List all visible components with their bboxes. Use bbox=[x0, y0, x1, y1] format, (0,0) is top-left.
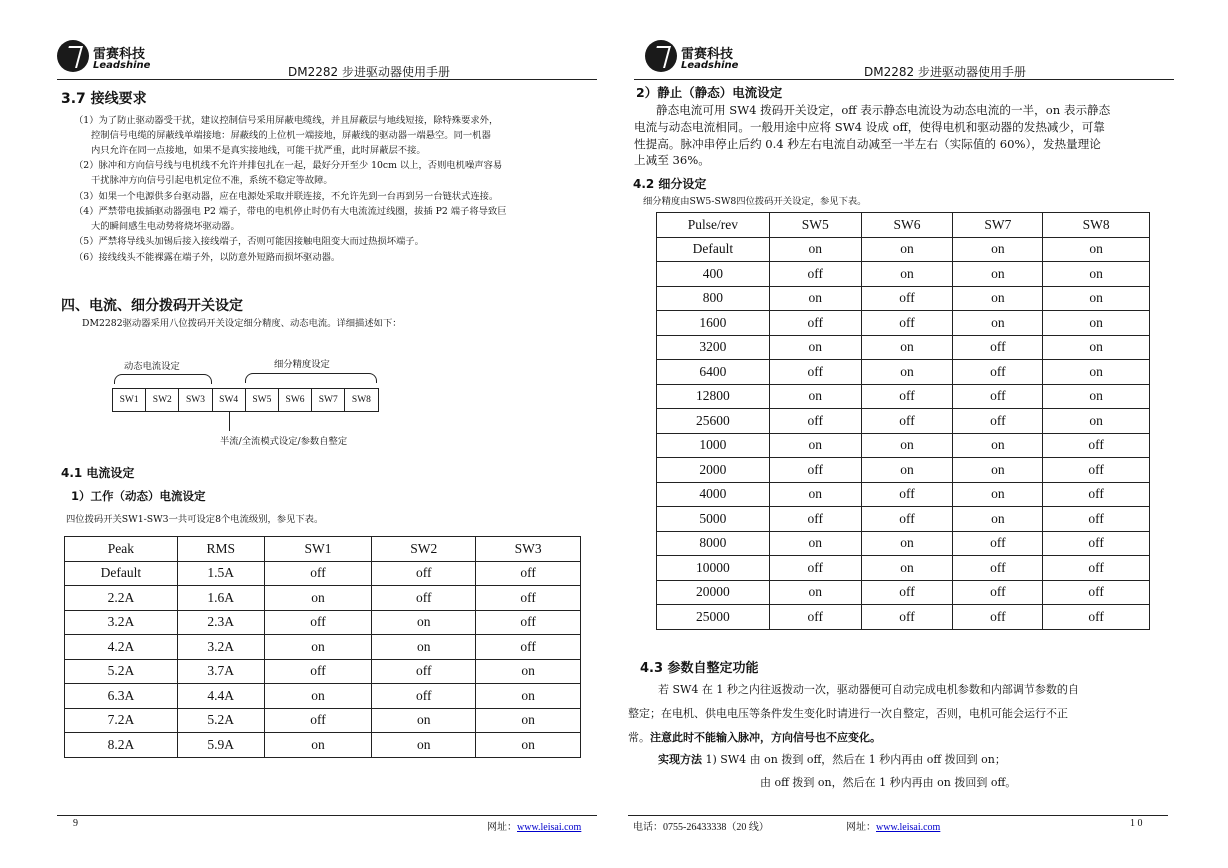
table-cell: on bbox=[1043, 237, 1150, 262]
table-cell: off bbox=[264, 708, 372, 733]
table-cell: on bbox=[372, 708, 476, 733]
table-cell: off bbox=[476, 561, 581, 586]
table-cell: on bbox=[1043, 409, 1150, 434]
method-label: 实现方法 bbox=[658, 753, 702, 766]
table-cell: on bbox=[372, 635, 476, 660]
wiring-item: （2）脉冲和方向信号线与电机线不允许并排包扎在一起，最好分开至少 10cm 以上，否则电机噪声容易 bbox=[74, 160, 503, 171]
table-cell: off bbox=[769, 458, 861, 483]
method-step-1-text: 1) SW4 由 on 拨到 off，然后在 1 秒内再由 off 拨回到 on； bbox=[702, 753, 1006, 766]
table-header-cell: Peak bbox=[65, 537, 178, 562]
page-number: 1 0 bbox=[1130, 818, 1143, 829]
dip-switch-label: SW6 bbox=[279, 389, 312, 411]
header-rule bbox=[634, 79, 1174, 80]
table-cell: on bbox=[769, 237, 861, 262]
page-number: 9 bbox=[73, 818, 78, 829]
table-row bbox=[657, 507, 1150, 532]
table-row bbox=[657, 605, 1150, 630]
table-cell: 12800 bbox=[657, 384, 770, 409]
footer-website bbox=[487, 818, 581, 833]
table-cell: on bbox=[264, 684, 372, 709]
table-cell: on bbox=[769, 433, 861, 458]
logo-cn-text: 雷赛科技 bbox=[93, 47, 146, 62]
header-rule bbox=[57, 79, 597, 80]
table-cell: off bbox=[769, 556, 861, 581]
table-cell: off bbox=[953, 556, 1043, 581]
table-cell: 800 bbox=[657, 286, 770, 311]
table-cell: on bbox=[953, 311, 1043, 336]
section-3-7-title: 3.7 接线要求 bbox=[61, 91, 147, 107]
table-cell: off bbox=[769, 262, 861, 287]
static-current-title: 2）静止（静态）电流设定 bbox=[636, 85, 783, 100]
table-header-cell: SW8 bbox=[1043, 213, 1150, 238]
table-header-cell: SW1 bbox=[264, 537, 372, 562]
microstep-table-body bbox=[657, 213, 1150, 630]
table-row bbox=[657, 531, 1150, 556]
table-cell: off bbox=[953, 384, 1043, 409]
table-header-cell: SW5 bbox=[769, 213, 861, 238]
table-cell: off bbox=[1043, 507, 1150, 532]
table-cell: on bbox=[476, 708, 581, 733]
table-cell: 3.2A bbox=[65, 610, 178, 635]
table-cell: off bbox=[372, 561, 476, 586]
table-cell: on bbox=[861, 262, 953, 287]
table-cell: off bbox=[861, 507, 953, 532]
table-cell: 4.4A bbox=[177, 684, 264, 709]
table-cell: off bbox=[861, 409, 953, 434]
table-row bbox=[657, 556, 1150, 581]
static-current-text: 静态电流可用 SW4 拨码开关设定，off 表示静态电流设为动态电流的一半，on 表示静态 bbox=[656, 103, 1111, 117]
table-cell: on bbox=[1043, 286, 1150, 311]
wiring-item: 控制信号电缆的屏蔽线单端接地：屏蔽线的上位机一端接地，屏蔽线的驱动器一端悬空。同一机器 bbox=[91, 130, 491, 141]
table-cell: on bbox=[953, 433, 1043, 458]
table-cell: 7.2A bbox=[65, 708, 178, 733]
table-cell: on bbox=[861, 433, 953, 458]
table-cell: on bbox=[861, 237, 953, 262]
website-label: 网址： bbox=[487, 822, 517, 833]
table-cell: off bbox=[953, 409, 1043, 434]
table-cell: off bbox=[1043, 482, 1150, 507]
label-sw4-mode: 半流/全流模式设定/参数自整定 bbox=[220, 436, 348, 447]
wiring-item: （1）为了防止驱动器受干扰，建议控制信号采用屏蔽电缆线，并且屏蔽层与地线短接，除特殊要求外， bbox=[74, 115, 499, 126]
table-cell: 4000 bbox=[657, 482, 770, 507]
table-cell: on bbox=[264, 586, 372, 611]
table-cell: 25000 bbox=[657, 605, 770, 630]
table-row bbox=[65, 733, 581, 758]
section-4-intro: DM2282驱动器采用八位拨码开关设定细分精度、动态电流。详细描述如下： bbox=[82, 318, 402, 329]
table-header-row bbox=[65, 537, 581, 562]
table-cell: 5.2A bbox=[65, 659, 178, 684]
leadshine-logo bbox=[57, 40, 151, 76]
header-title: DM2282 步进驱动器使用手册 bbox=[864, 65, 1026, 79]
table-row bbox=[657, 335, 1150, 360]
table-cell: 2.2A bbox=[65, 586, 178, 611]
table-cell: on bbox=[264, 733, 372, 758]
static-current-text: 上减至 36%。 bbox=[634, 153, 710, 167]
table-row bbox=[657, 262, 1150, 287]
autotune-text: 若 SW4 在 1 秒之内往返拨动一次，驱动器便可自动完成电机参数和内部调节参数的自 bbox=[658, 683, 1079, 696]
table-cell: off bbox=[861, 311, 953, 336]
table-cell: on bbox=[476, 733, 581, 758]
table-cell: off bbox=[861, 286, 953, 311]
table-cell: off bbox=[1043, 556, 1150, 581]
table-row bbox=[65, 561, 581, 586]
section-4-1-title: 4.1 电流设定 bbox=[61, 466, 135, 480]
table-cell: 1.5A bbox=[177, 561, 264, 586]
logo-en-text: Leadshine bbox=[681, 60, 739, 71]
website-link[interactable]: www.leisai.com bbox=[876, 822, 941, 833]
table-row bbox=[657, 482, 1150, 507]
brace-microstep bbox=[245, 373, 377, 383]
brace-current bbox=[114, 374, 212, 384]
table-cell: 8000 bbox=[657, 531, 770, 556]
website-label: 网址： bbox=[846, 822, 876, 833]
table-cell: 1000 bbox=[657, 433, 770, 458]
table-row bbox=[657, 286, 1150, 311]
table-row bbox=[65, 586, 581, 611]
table-row bbox=[65, 610, 581, 635]
table-cell: off bbox=[1043, 605, 1150, 630]
dip-switch-label: SW1 bbox=[113, 389, 146, 411]
table-cell: off bbox=[264, 659, 372, 684]
table-header-cell: SW3 bbox=[476, 537, 581, 562]
footer-website bbox=[846, 818, 940, 833]
autotune-text bbox=[628, 727, 881, 749]
table-cell: 1600 bbox=[657, 311, 770, 336]
table-cell: 20000 bbox=[657, 580, 770, 605]
table-cell: 6.3A bbox=[65, 684, 178, 709]
dip-switch-label: SW4 bbox=[213, 389, 246, 411]
footer-rule bbox=[57, 815, 597, 816]
table-cell: on bbox=[1043, 360, 1150, 385]
wiring-item: （3）如果一个电源供多台驱动器，应在电源处采取并联连接，不允许先到一台再到另一台链状式连接。 bbox=[74, 191, 499, 202]
logo-en-text: Leadshine bbox=[93, 60, 151, 71]
table-row bbox=[65, 659, 581, 684]
current-table-body bbox=[65, 537, 581, 758]
table-cell: off bbox=[264, 610, 372, 635]
method-step-2: 由 off 拨到 on，然后在 1 秒内再由 on 拨回到 off。 bbox=[760, 776, 1017, 789]
table-cell: on bbox=[769, 482, 861, 507]
table-row bbox=[657, 311, 1150, 336]
section-4-title: 四、电流、细分拨码开关设定 bbox=[61, 298, 243, 314]
header-title: DM2282 步进驱动器使用手册 bbox=[288, 65, 450, 79]
table-cell: on bbox=[953, 458, 1043, 483]
table-cell: on bbox=[861, 458, 953, 483]
table-cell: off bbox=[1043, 458, 1150, 483]
table-header-cell: Pulse/rev bbox=[657, 213, 770, 238]
table-row bbox=[657, 409, 1150, 434]
table-cell: 3200 bbox=[657, 335, 770, 360]
dip-switch-label: SW5 bbox=[246, 389, 279, 411]
table-cell: on bbox=[861, 360, 953, 385]
table-cell: Default bbox=[65, 561, 178, 586]
label-dynamic-current: 动态电流设定 bbox=[124, 361, 180, 372]
table-cell: Default bbox=[657, 237, 770, 262]
logo-cn-text: 雷赛科技 bbox=[681, 47, 734, 62]
table-cell: off bbox=[1043, 580, 1150, 605]
table-row bbox=[65, 708, 581, 733]
table-row bbox=[657, 237, 1150, 262]
section-4-1-note: 四位拨码开关SW1-SW3一共可设定8个电流级别，参见下表。 bbox=[66, 514, 324, 525]
wiring-item: （5）严禁将导线头加锡后接入接线端子，否则可能因接触电阻变大而过热损坏端子。 bbox=[74, 236, 424, 247]
table-cell: on bbox=[769, 335, 861, 360]
table-row bbox=[657, 458, 1150, 483]
table-header-cell: SW6 bbox=[861, 213, 953, 238]
section-4-2-title: 4.2 细分设定 bbox=[633, 177, 707, 191]
table-cell: off bbox=[861, 482, 953, 507]
table-cell: off bbox=[372, 586, 476, 611]
table-cell: 4.2A bbox=[65, 635, 178, 660]
current-setting-table bbox=[64, 536, 581, 758]
table-cell: 10000 bbox=[657, 556, 770, 581]
table-cell: on bbox=[861, 335, 953, 360]
autotune-warning: 注意此时不能输入脉冲，方向信号也不应变化。 bbox=[650, 731, 881, 744]
table-row bbox=[657, 433, 1150, 458]
footer-rule bbox=[628, 815, 1168, 816]
table-cell: on bbox=[264, 635, 372, 660]
autotune-text: 整定；在电机、供电电压等条件发生变化时请进行一次自整定，否则，电机可能会运行不正 bbox=[628, 707, 1068, 720]
right-page bbox=[614, 0, 1228, 868]
table-cell: on bbox=[953, 286, 1043, 311]
table-cell: on bbox=[476, 659, 581, 684]
wiring-item: 干扰脉冲方向信号引起电机定位不准，系统不稳定等故障。 bbox=[91, 175, 333, 186]
table-cell: off bbox=[861, 580, 953, 605]
table-cell: on bbox=[861, 556, 953, 581]
leadshine-logo bbox=[645, 40, 739, 76]
table-cell: on bbox=[769, 531, 861, 556]
table-cell: off bbox=[769, 507, 861, 532]
table-cell: off bbox=[476, 635, 581, 660]
table-cell: off bbox=[953, 580, 1043, 605]
label-microstep: 细分精度设定 bbox=[274, 359, 330, 370]
table-cell: on bbox=[1043, 384, 1150, 409]
table-cell: on bbox=[769, 384, 861, 409]
table-cell: 1.6A bbox=[177, 586, 264, 611]
table-cell: off bbox=[1043, 531, 1150, 556]
table-cell: 400 bbox=[657, 262, 770, 287]
table-cell: 5.9A bbox=[177, 733, 264, 758]
table-cell: off bbox=[769, 605, 861, 630]
table-cell: off bbox=[769, 311, 861, 336]
table-cell: off bbox=[953, 605, 1043, 630]
table-cell: 3.7A bbox=[177, 659, 264, 684]
section-4-2-note: 细分精度由SW5-SW8四位拨码开关设定，参见下表。 bbox=[643, 196, 867, 207]
static-current-text: 性提高。脉冲串停止后约 0.4 秒左右电流自动减至一半左右（实际值的 60%），发热量理论 bbox=[634, 137, 1101, 151]
table-cell: 6400 bbox=[657, 360, 770, 385]
table-header-cell: SW2 bbox=[372, 537, 476, 562]
table-cell: on bbox=[953, 237, 1043, 262]
static-current-text: 电流与动态电流相同。一般用途中应将 SW4 设成 off，使得电机和驱动器的发热减少，可靠 bbox=[634, 120, 1105, 134]
dip-switch-label: SW2 bbox=[146, 389, 179, 411]
wiring-item: （6）接线线头不能裸露在端子外，以防意外短路而损坏驱动器。 bbox=[74, 252, 341, 263]
logo-mark-icon bbox=[57, 40, 89, 72]
table-cell: on bbox=[1043, 311, 1150, 336]
table-cell: 5.2A bbox=[177, 708, 264, 733]
table-cell: 3.2A bbox=[177, 635, 264, 660]
table-cell: off bbox=[1043, 433, 1150, 458]
table-cell: off bbox=[476, 610, 581, 635]
section-4-3-title: 4.3 参数自整定功能 bbox=[640, 661, 759, 676]
table-row bbox=[657, 384, 1150, 409]
table-cell: on bbox=[1043, 262, 1150, 287]
table-cell: off bbox=[372, 659, 476, 684]
table-row bbox=[65, 684, 581, 709]
table-header-cell: SW7 bbox=[953, 213, 1043, 238]
table-cell: on bbox=[769, 286, 861, 311]
table-cell: off bbox=[953, 531, 1043, 556]
table-cell: off bbox=[476, 586, 581, 611]
table-cell: on bbox=[1043, 335, 1150, 360]
dip-switch-block bbox=[112, 388, 379, 412]
table-cell: off bbox=[861, 605, 953, 630]
method-step-1 bbox=[658, 749, 1006, 771]
table-cell: 2.3A bbox=[177, 610, 264, 635]
wiring-item: 大的瞬间感生电动势将烧坏驱动器。 bbox=[91, 221, 240, 232]
table-header-cell: RMS bbox=[177, 537, 264, 562]
table-cell: 5000 bbox=[657, 507, 770, 532]
table-row bbox=[657, 360, 1150, 385]
table-cell: 2000 bbox=[657, 458, 770, 483]
table-cell: on bbox=[953, 507, 1043, 532]
table-row bbox=[65, 635, 581, 660]
table-cell: on bbox=[953, 262, 1043, 287]
table-cell: on bbox=[476, 684, 581, 709]
table-cell: off bbox=[953, 335, 1043, 360]
table-cell: 8.2A bbox=[65, 733, 178, 758]
autotune-text-start: 常。 bbox=[628, 731, 650, 744]
table-cell: off bbox=[769, 360, 861, 385]
table-cell: off bbox=[372, 684, 476, 709]
table-cell: on bbox=[372, 733, 476, 758]
dip-switch-label: SW3 bbox=[179, 389, 212, 411]
table-header-row bbox=[657, 213, 1150, 238]
footer-phone: 电话：0755-26433338（20 线） bbox=[633, 822, 769, 833]
website-link[interactable]: www.leisai.com bbox=[517, 822, 582, 833]
table-cell: on bbox=[372, 610, 476, 635]
table-cell: 25600 bbox=[657, 409, 770, 434]
table-cell: off bbox=[264, 561, 372, 586]
microstep-table bbox=[656, 212, 1150, 630]
dip-switch-label: SW8 bbox=[351, 395, 371, 405]
wiring-item: （4）严禁带电拔插驱动器强电 P2 端子，带电的电机停止时仍有大电流流过线圈，拔插 P2 端子将导致巨 bbox=[74, 206, 507, 217]
table-cell: off bbox=[769, 409, 861, 434]
table-row bbox=[657, 580, 1150, 605]
table-cell: off bbox=[861, 384, 953, 409]
sw4-pointer bbox=[229, 411, 230, 431]
section-4-1-subtitle: 1）工作（动态）电流设定 bbox=[71, 489, 206, 503]
table-cell: off bbox=[953, 360, 1043, 385]
table-cell: on bbox=[861, 531, 953, 556]
table-cell: on bbox=[953, 482, 1043, 507]
dip-switch-label: SW7 bbox=[312, 389, 345, 411]
table-cell: on bbox=[769, 580, 861, 605]
logo-mark-icon bbox=[645, 40, 677, 72]
wiring-item: 内只允许在同一点接地，如果不是真实接地线，可能干扰严重，此时屏蔽层不接。 bbox=[91, 145, 426, 156]
